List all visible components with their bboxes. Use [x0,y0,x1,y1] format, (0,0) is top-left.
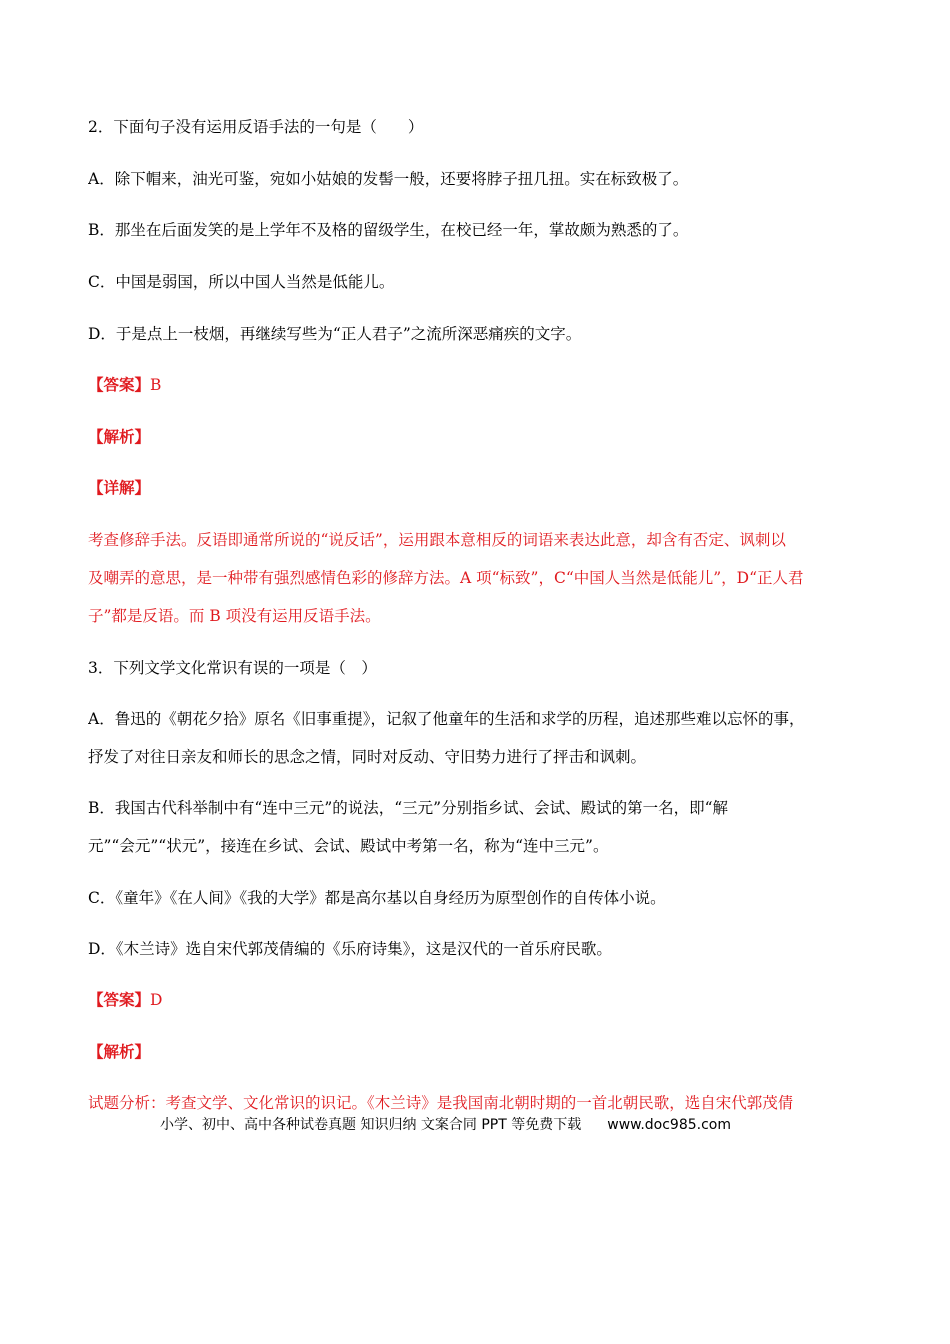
q3-option-a-line-1: A．鲁迅的《朝花夕拾》原名《旧事重提》，记叙了他童年的生活和求学的历程，追述那些难以忘怀的事， [88,710,805,728]
q2-answer-value: B [150,376,162,394]
q3-option-b-line-2: 元”“会元”“状元”，接连在乡试、会试、殿试中考第一名，称为“连中三元”。 [88,837,609,855]
q3-option-a-line-2: 抒发了对往日亲友和师长的思念之情，同时对反动、守旧势力进行了抨击和讽刺。 [88,748,647,766]
q3-analysis-line-1: 试题分析：考查文学、文化常识的识记。《木兰诗》是我国南北朝时期的一首北朝民歌，选自宋代郭茂倩 [88,1094,794,1112]
q3-answer-value: D [150,991,163,1009]
q2-option-c: C．中国是弱国，所以中国人当然是低能儿。 [88,273,395,291]
q3-option-c: C．《童年》《在人间》《我的大学》都是高尔基以自身经历为原型创作的自传体小说。 [88,889,666,907]
q3-analysis-label: 【解析】 [88,1042,151,1061]
q2-detail-line-2: 及嘲弄的意思，是一种带有强烈感情色彩的修辞方法。A 项“标致”，C“中国人当然是低能儿”，D“正人君 [88,569,804,587]
q2-detail-label: 【详解】 [88,478,151,497]
q2-answer-label: 【答案】 [88,375,151,394]
q3-option-b-line-1: B．我国古代科举制中有“连中三元”的说法，“三元”分别指乡试、会试、殿试的第一名，即“解 [88,799,729,817]
q2-option-a: A．除下帽来，油光可鉴，宛如小姑娘的发髻一般，还要将脖子扭几扭。实在标致极了。 [88,170,689,188]
q3-option-d: D．《木兰诗》选自宋代郭茂倩编的《乐府诗集》，这是汉代的一首乐府民歌。 [88,940,612,958]
q2-option-d: D．于是点上一枝烟，再继续写些为“正人君子”之流所深恶痛疾的文字。 [88,325,582,343]
q3-stem: 3．下列文学文化常识有误的一项是（ ） [88,659,377,677]
q2-stem: 2．下面句子没有运用反语手法的一句是（ ） [88,118,424,136]
q2-detail-line-1: 考查修辞手法。反语即通常所说的“说反话”，运用跟本意相反的词语来表达此意，却含有否定、讽刺以 [88,531,786,549]
page-footer [160,1115,860,1135]
q2-analysis-label: 【解析】 [88,427,151,446]
footer-text: 小学、初中、高中各种试卷真题 知识归纳 文案合同 PPT 等免费下载 [160,1117,582,1133]
q2-option-b: B．那坐在后面发笑的是上学年不及格的留级学生，在校已经一年，掌故颇为熟悉的了。 [88,221,689,239]
q3-answer [88,990,868,1010]
q2-answer [88,375,868,395]
q2-detail-line-3: 子”都是反语。而 B 项没有运用反语手法。 [88,607,381,625]
q3-answer-label: 【答案】 [88,990,151,1009]
footer-url[interactable]: www.doc985.com [607,1117,731,1133]
